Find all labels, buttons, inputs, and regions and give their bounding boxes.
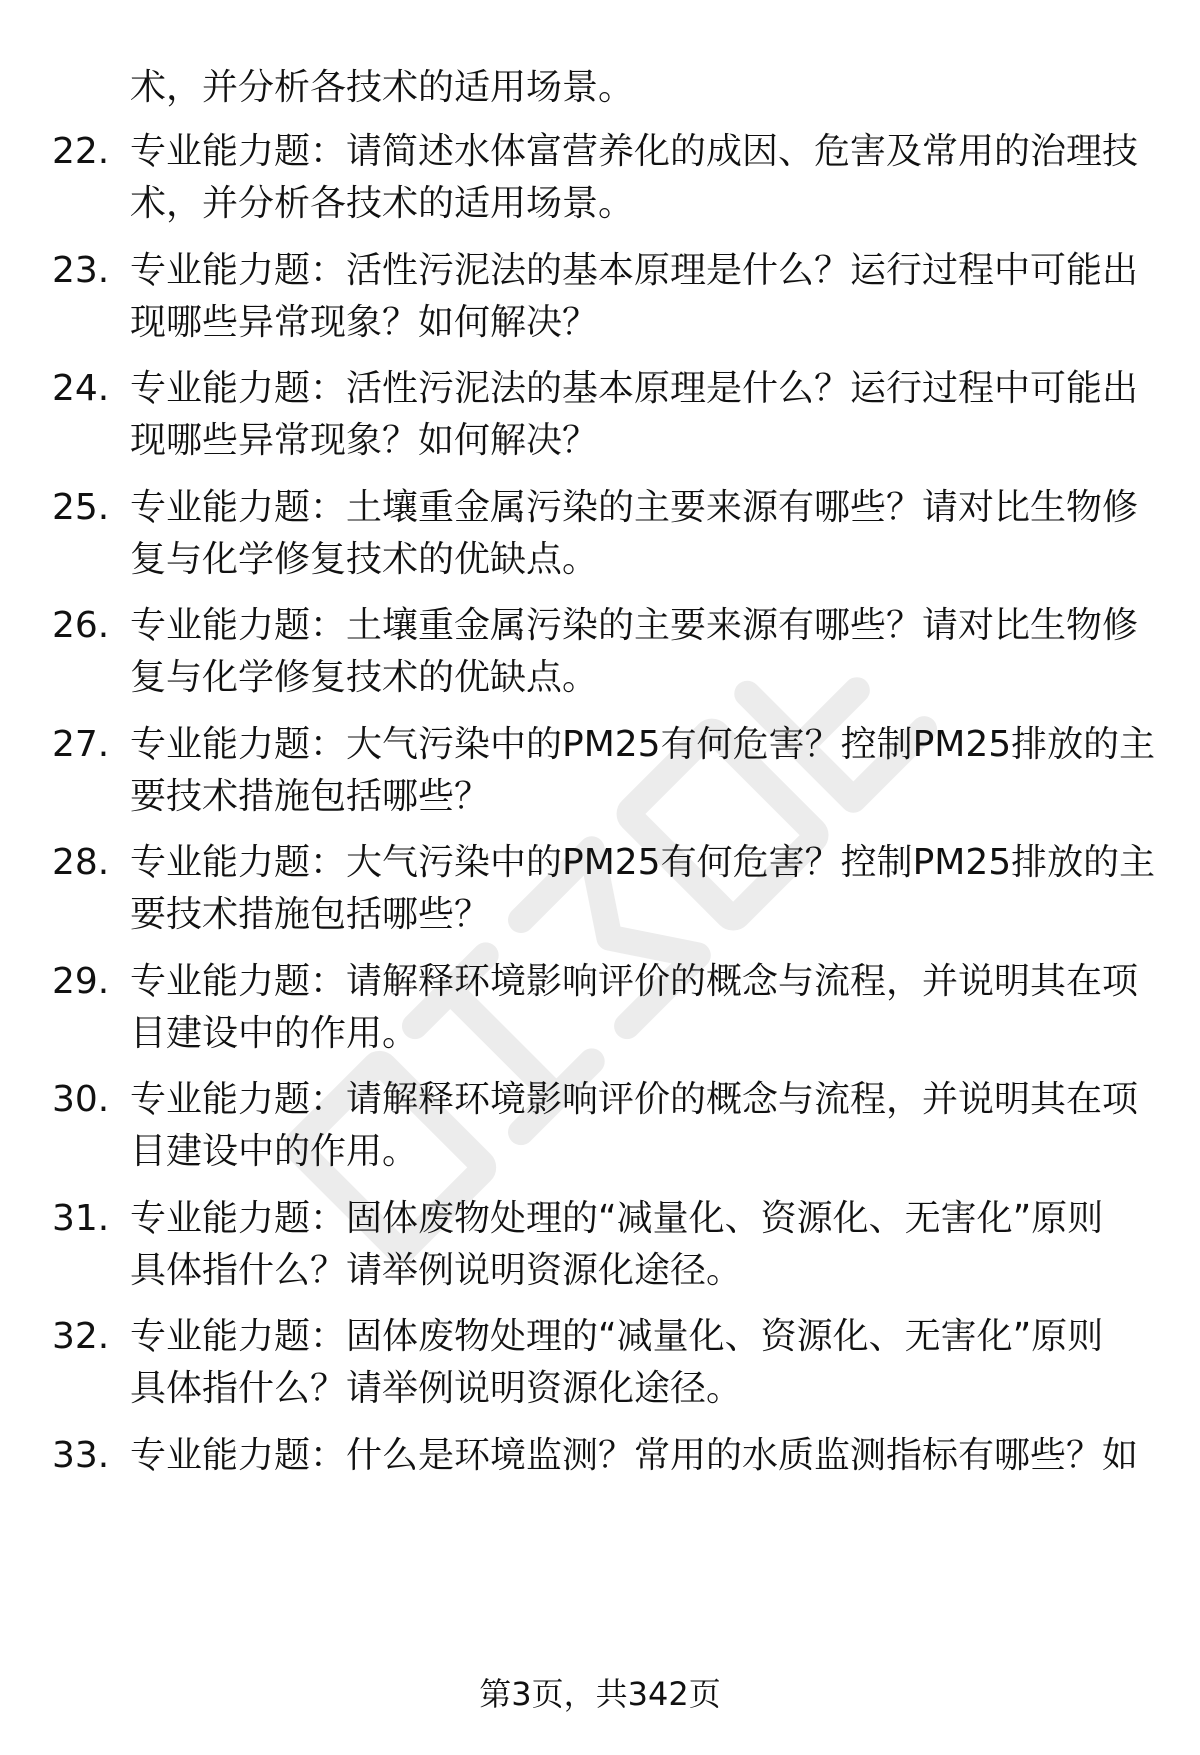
item-line: 专业能力题：活性污泥法的基本原理是什么？运行过程中可能出: [130, 250, 1139, 291]
page-footer: 第3页，共342页: [479, 1675, 721, 1713]
continued-line: 术，并分析各技术的适用场景。: [130, 67, 635, 108]
item-number: 30.: [52, 1079, 110, 1120]
item-line: 复与化学修复技术的优缺点。: [130, 539, 599, 580]
item-number: 24.: [52, 368, 110, 409]
item-line: 专业能力题：请解释环境影响评价的概念与流程，并说明其在项: [130, 1079, 1139, 1120]
item-text: [130, 482, 1150, 586]
item-number: 32.: [52, 1316, 110, 1357]
item-line: 现哪些异常现象？如何解决？: [130, 420, 599, 461]
item-line: 专业能力题：活性污泥法的基本原理是什么？运行过程中可能出: [130, 368, 1139, 409]
item-text: [130, 1074, 1150, 1178]
item-number: 33.: [52, 1435, 110, 1476]
item-line: 专业能力题：土壤重金属污染的主要来源有哪些？请对比生物修: [130, 605, 1139, 646]
item-line: 专业能力题：大气污染中的PM25有何危害？控制PM25排放的主: [130, 724, 1156, 765]
item-line: 具体指什么？请举例说明资源化途径。: [130, 1368, 743, 1409]
item-line: 专业能力题：请简述水体富营养化的成因、危害及常用的治理技: [130, 131, 1139, 172]
item-line: 术，并分析各技术的适用场景。: [130, 183, 635, 224]
item-number: 26.: [52, 605, 110, 646]
item-text: [130, 956, 1150, 1060]
item-number: 28.: [52, 842, 110, 883]
item-line: 专业能力题：土壤重金属污染的主要来源有哪些？请对比生物修: [130, 487, 1139, 528]
item-text: [130, 1311, 1150, 1415]
item-text: [130, 363, 1150, 467]
item-line: 目建设中的作用。: [130, 1131, 419, 1172]
item-line: 现哪些异常现象？如何解决？: [130, 302, 599, 343]
item-text: [130, 1430, 1150, 1482]
item-text: [130, 837, 1156, 941]
item-text: [130, 719, 1156, 823]
item-text: [130, 245, 1150, 349]
item-text: [130, 600, 1150, 704]
item-number: 29.: [52, 961, 110, 1002]
item-line: 复与化学修复技术的优缺点。: [130, 657, 599, 698]
item-text: [130, 126, 1150, 230]
item-number: 27.: [52, 724, 110, 765]
item-line: 专业能力题：什么是环境监测？常用的水质监测指标有哪些？如: [130, 1435, 1139, 1476]
item-line: 专业能力题：固体废物处理的“减量化、资源化、无害化”原则: [130, 1316, 1104, 1357]
item-line: 专业能力题：大气污染中的PM25有何危害？控制PM25排放的主: [130, 842, 1156, 883]
item-number: 25.: [52, 487, 110, 528]
item-text: [130, 1193, 1150, 1297]
item-line: 专业能力题：请解释环境影响评价的概念与流程，并说明其在项: [130, 961, 1139, 1002]
item-line: 具体指什么？请举例说明资源化途径。: [130, 1250, 743, 1291]
item-line: 专业能力题：固体废物处理的“减量化、资源化、无害化”原则: [130, 1198, 1104, 1239]
item-line: 要技术措施包括哪些？: [130, 776, 491, 817]
item-line: 目建设中的作用。: [130, 1013, 419, 1054]
item-line: 要技术措施包括哪些？: [130, 894, 491, 935]
item-number: 31.: [52, 1198, 110, 1239]
item-number: 23.: [52, 250, 110, 291]
item-number: 22.: [52, 131, 110, 172]
